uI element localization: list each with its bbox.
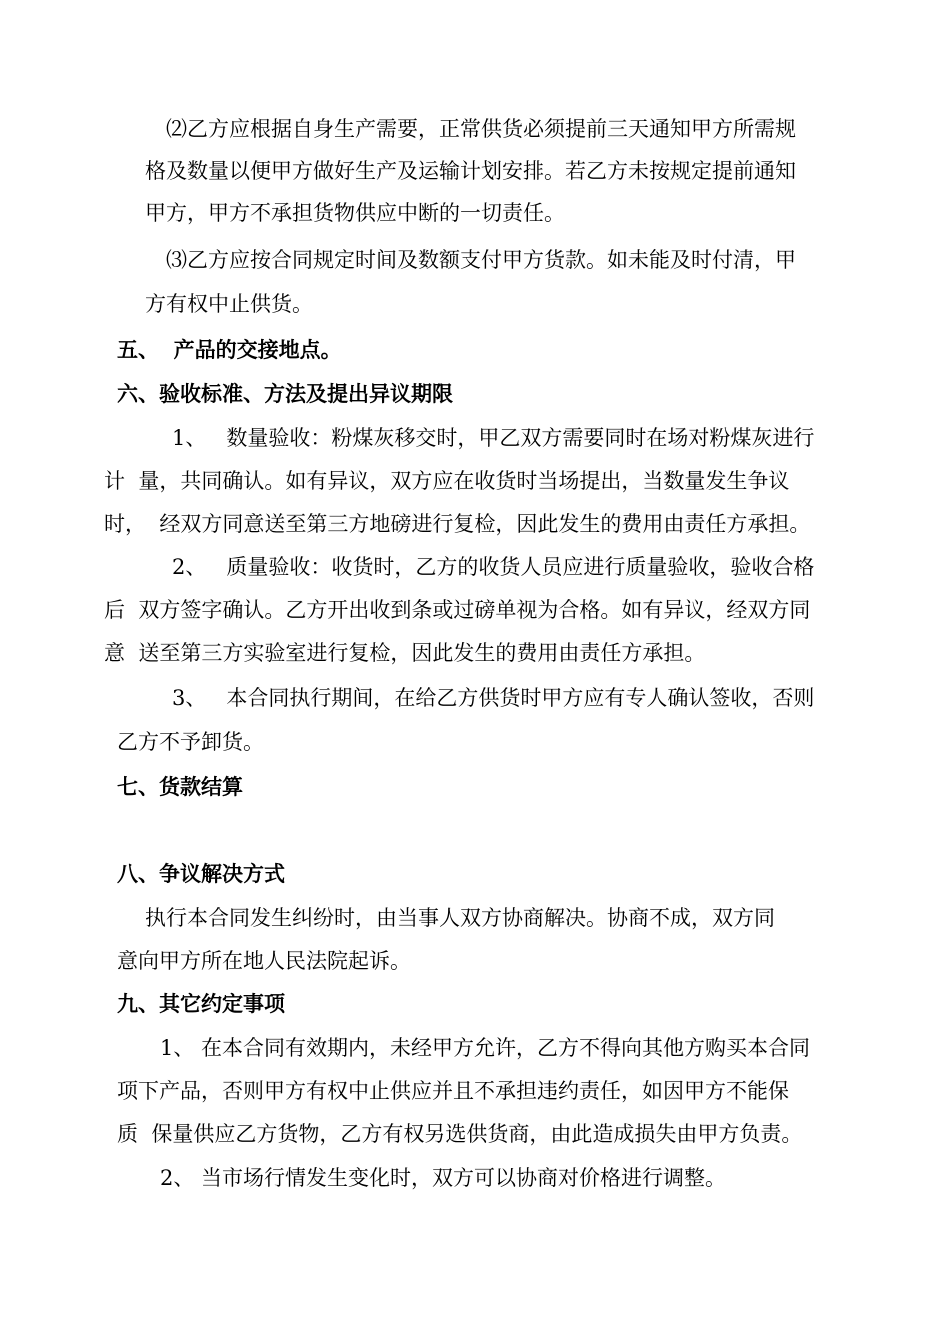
clause-6-1-line-1: 1、 数量验收：粉煤灰移交时，甲乙双方需要同时在场对粉煤灰进行: [172, 426, 815, 450]
clause-4-2-line-1: ⑵乙方应根据自身生产需要，正常供货必须提前三天通知甲方所需规: [166, 117, 796, 141]
clause-9-1-line-1: 1、 在本合同有效期内，未经甲方允许，乙方不得向其他方购买本合同: [160, 1036, 811, 1060]
clause-8-line-2: 意向甲方所在地人民法院起诉。: [117, 949, 411, 973]
section-7-heading: 七、货款结算: [117, 774, 243, 799]
section-9-heading: 九、其它约定事项: [117, 991, 285, 1016]
clause-8-line-1: 执行本合同发生纠纷时，由当事人双方协商解决。协商不成，双方同: [145, 906, 775, 930]
clause-6-3-line-1: 3、 本合同执行期间，在给乙方供货时甲方应有专人确认签收，否则: [172, 686, 815, 710]
clause-9-2-line-1: 2、 当市场行情发生变化时，双方可以协商对价格进行调整。: [160, 1166, 727, 1190]
section-8-heading: 八、争议解决方式: [117, 861, 285, 886]
clause-6-2-line-2: 后 双方签字确认。乙方开出收到条或过磅单视为合格。如有异议，经双方同: [104, 598, 811, 622]
clause-6-3-line-2: 乙方不予卸货。: [117, 730, 264, 754]
clause-6-2-line-1: 2、 质量验收：收货时，乙方的收货人员应进行质量验收，验收合格: [172, 555, 815, 579]
clause-6-1-line-3: 时， 经双方同意送至第三方地磅进行复检，因此发生的费用由责任方承担。: [104, 512, 811, 536]
section-6-heading: 六、验收标准、方法及提出异议期限: [117, 381, 453, 406]
clause-4-3-line-1: ⑶乙方应按合同规定时间及数额支付甲方货款。如未能及时付清，甲: [166, 248, 796, 272]
clause-4-3-line-2: 方有权中止供货。: [145, 292, 313, 316]
section-5-heading: 五、 产品的交接地点。: [117, 337, 342, 362]
clause-4-2-line-3: 甲方，甲方不承担货物供应中断的一切责任。: [145, 201, 565, 225]
clause-6-1-line-2: 计 量，共同确认。如有异议，双方应在收货时当场提出，当数量发生争议: [104, 469, 790, 493]
clause-9-1-line-3: 质 保量供应乙方货物，乙方有权另选供货商，由此造成损失由甲方负责。: [117, 1122, 803, 1146]
clause-4-2-line-2: 格及数量以便甲方做好生产及运输计划安排。若乙方未按规定提前通知: [145, 159, 796, 183]
clause-9-1-line-2: 项下产品，否则甲方有权中止供应并且不承担违约责任，如因甲方不能保: [117, 1079, 789, 1103]
clause-6-2-line-3: 意 送至第三方实验室进行复检，因此发生的费用由责任方承担。: [104, 641, 706, 665]
